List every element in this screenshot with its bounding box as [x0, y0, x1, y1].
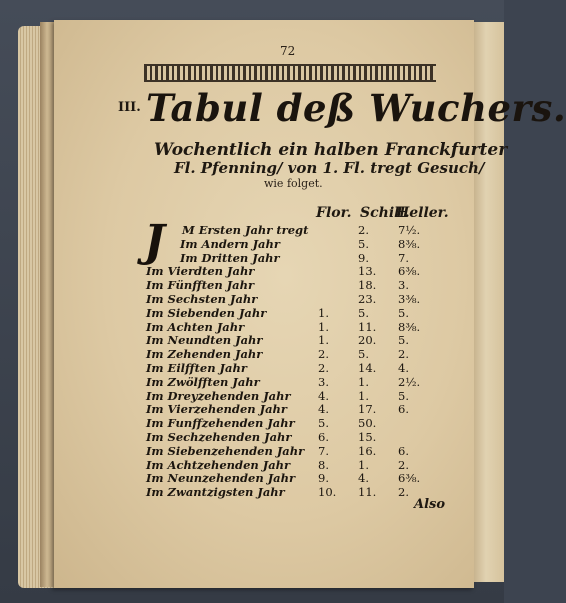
column-header-heller: Heller.: [396, 205, 449, 221]
schill-value: 1.: [358, 374, 369, 389]
subtitle-line: wie folget.: [264, 177, 323, 190]
row-label: Im Eilfften Jahr: [146, 361, 247, 375]
heller-value: 7½.: [398, 223, 421, 237]
schill-value: 50.: [358, 416, 377, 431]
flor-value: 1.: [318, 319, 329, 334]
schill-value: 14.: [358, 361, 377, 375]
schill-value: 2.: [358, 223, 369, 237]
heller-value: 6⅜.: [398, 471, 421, 486]
flor-value: 2.: [318, 361, 329, 375]
table-marker: III.: [118, 100, 141, 115]
row-label: Im Zwölfften Jahr: [146, 374, 260, 389]
flor-value: 6.: [318, 430, 329, 444]
flor-value: 1.: [318, 305, 329, 320]
flor-value: 9.: [318, 471, 329, 486]
row-label: Im Dreyzehenden Jahr: [146, 388, 291, 403]
row-label: Im Siebenden Jahr: [146, 305, 267, 320]
schill-value: 5.: [358, 347, 369, 362]
heller-value: 5.: [398, 333, 409, 348]
subtitle-line: Fl. Pfenning/ von 1. Fl. tregt Gesuch/: [174, 159, 485, 177]
schill-value: 9.: [358, 250, 369, 265]
heller-value: 8⅜.: [398, 236, 421, 251]
schill-value: 11.: [358, 319, 377, 334]
flor-value: 3.: [318, 374, 329, 389]
row-label: Im Achten Jahr: [146, 319, 245, 334]
flor-value: 8.: [318, 457, 329, 472]
schill-value: 20.: [358, 333, 377, 348]
heller-value: 2.: [398, 347, 409, 362]
row-label: Im Vierzehenden Jahr: [146, 402, 287, 417]
row-label: M Ersten Jahr tregt: [182, 223, 309, 237]
row-label: Im Fünfften Jahr: [146, 278, 255, 293]
row-label: Im Andern Jahr: [180, 236, 280, 251]
page-title: Tabul deß Wuchers.: [146, 86, 566, 130]
row-label: Im Sechzehenden Jahr: [146, 430, 292, 444]
column-header-flor: Flor.: [316, 205, 352, 221]
heller-value: 4.: [398, 361, 409, 375]
heller-value: 3⅜.: [398, 292, 421, 306]
schill-value: 5.: [358, 305, 369, 320]
heller-value: 6⅜.: [398, 264, 421, 279]
decorated-initial: J: [144, 216, 165, 267]
row-label: Im Zwantzigsten Jahr: [146, 485, 285, 500]
row-label: Im Achtzehenden Jahr: [146, 457, 291, 472]
flor-value: 10.: [318, 485, 337, 500]
flor-value: 7.: [318, 443, 329, 458]
heller-value: 6.: [398, 443, 409, 458]
heller-value: 5.: [398, 305, 409, 320]
schill-value: 5.: [358, 236, 369, 251]
schill-value: 18.: [358, 278, 377, 293]
catchword: Also: [414, 497, 446, 512]
schill-value: 17.: [358, 402, 377, 417]
schill-value: 23.: [358, 292, 377, 306]
heller-value: 2.: [398, 457, 409, 472]
flor-value: 1.: [318, 333, 329, 348]
heller-value: 2.: [398, 485, 409, 500]
row-label: Im Dritten Jahr: [180, 250, 280, 265]
column-header-schill: Schill.: [360, 205, 410, 221]
decorative-border: [144, 64, 436, 82]
row-label: Im Funffzehenden Jahr: [146, 416, 295, 431]
schill-value: 13.: [358, 264, 377, 279]
row-label: Im Vierdten Jahr: [146, 264, 255, 279]
row-label: Im Sechsten Jahr: [146, 292, 258, 306]
flor-value: 2.: [318, 347, 329, 362]
row-label: Im Siebenzehenden Jahr: [146, 443, 305, 458]
schill-value: 15.: [358, 430, 377, 444]
heller-value: 8⅜.: [398, 319, 421, 334]
schill-value: 11.: [358, 485, 377, 500]
heller-value: 5.: [398, 388, 409, 403]
subtitle-line: Wochentlich ein halben Franckfurter: [154, 140, 508, 160]
schill-value: 1.: [358, 457, 369, 472]
heller-value: 2½.: [398, 374, 421, 389]
row-label: Im Neunzehenden Jahr: [146, 471, 296, 486]
heller-value: 7.: [398, 250, 409, 265]
flor-value: 4.: [318, 388, 329, 403]
heller-value: 3.: [398, 278, 409, 293]
page-number: 72: [280, 44, 296, 58]
heller-value: 6.: [398, 402, 409, 417]
schill-value: 4.: [358, 471, 369, 486]
schill-value: 1.: [358, 388, 369, 403]
row-label: Im Zehenden Jahr: [146, 347, 263, 362]
flor-value: 4.: [318, 402, 329, 417]
flor-value: 5.: [318, 416, 329, 431]
row-label: Im Neundten Jahr: [146, 333, 263, 348]
schill-value: 16.: [358, 443, 377, 458]
